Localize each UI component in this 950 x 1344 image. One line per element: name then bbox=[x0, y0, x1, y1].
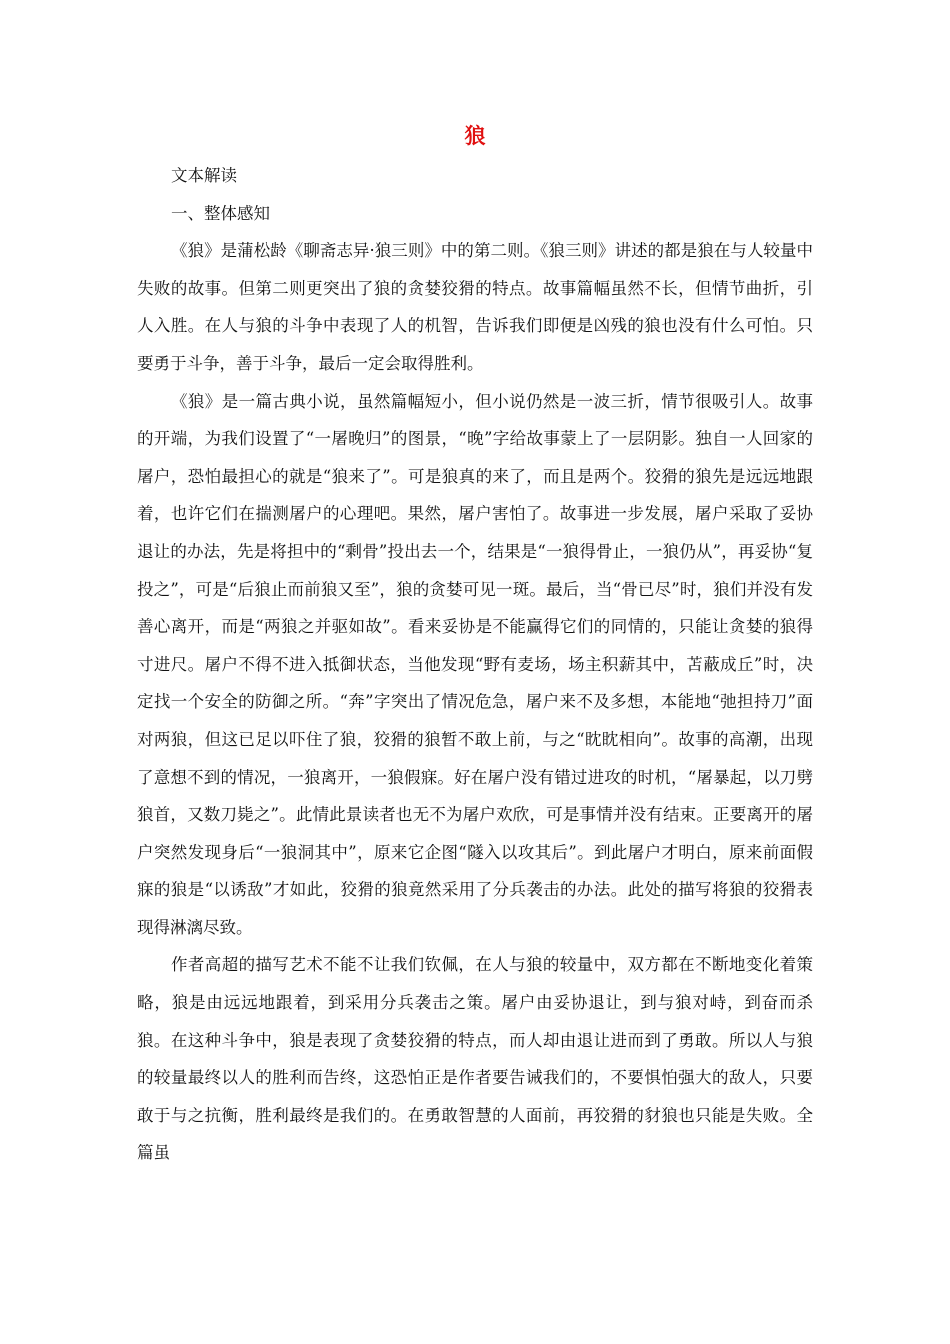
paragraph: 《狼》是蒲松龄《聊斋志异·狼三则》中的第二则。《狼三则》讲述的都是狼在与人较量中失败的故事。但第二则更突出了狼的贪婪狡猾的特点。故事篇幅虽然不长，但情节曲折，引人入胜。在人与狼的斗争中表现了人的机智，告诉我们即便是凶残的狼也没有什么可怕。只要勇于斗争，善于斗争，最后一定会取得胜利。 bbox=[137, 241, 813, 373]
subsection-label: 一、整体感知 bbox=[171, 203, 270, 223]
paragraph: 《狼》是一篇古典小说，虽然篇幅短小，但小说仍然是一波三折，情节很吸引人。故事的开端，为我们设置了“一屠晚归”的图景，“晚”字给故事蒙上了一层阴影。独自一人回家的屠户，恐怕最担心的就是“狼来了”。可是狼真的来了，而且是两个。狡猾的狼先是远远地跟着，也许它们在揣测屠户的心理吧。果然，屠户害怕了。故事进一步发展，屠户采取了妥协退让的办法，先是将担中的“剩骨”投出去一个，结果是“一狼得骨止，一狼仍从”，再妥协“复投之”，可是“后狼止而前狼又至”，狼的贪婪可见一斑。最后，当“骨已尽”时，狼们并没有发善心离开，而是“两狼之并驱如故”。看来妥协是不能赢得它们的同情的，只能让贪婪的狼得寸进尺。屠户不得不进入抵御状态，当他发现“野有麦场，场主积薪其中，苫蔽成丘”时，决定找一个安全的防御之所。“奔”字突出了情况危急，屠户来不及多想，本能地“弛担持刀”面对两狼，但这已足以吓住了狼，狡猾的狼暂不敢上前，与之“眈眈相向”。故事的高潮，出现了意想不到的情况，一狼离开，一狼假寐。好在屠户没有错过进攻的时机，“屠暴起，以刀劈狼首，又数刀毙之”。此情此景读者也无不为屠户欢欣，可是事情并没有结束。正要离开的屠户突然发现身后“一狼洞其中”，原来它企图“隧入以攻其后”。到此屠户才明白，原来前面假寐的狼是“以诱敌”才如此，狡猾的狼竟然采用了分兵袭击的办法。此处的描写将狼的狡猾表现得淋漓尽致。 bbox=[137, 391, 813, 937]
section-label: 文本解读 bbox=[171, 166, 237, 185]
document-body bbox=[137, 157, 813, 1172]
document-title: 狼 bbox=[464, 124, 486, 148]
paragraph: 作者高超的描写艺术不能不让我们钦佩，在人与狼的较量中，双方都在不断地变化着策略，狼是由远远地跟着，到采用分兵袭击之策。屠户由妥协退让，到与狼对峙，到奋而杀狼。在这种斗争中，狼是表现了贪婪狡猾的特点，而人却由退让进而到了勇敢。所以人与狼的较量最终以人的胜利而告终，这恐怕正是作者要告诫我们的，不要惧怕强大的敌人，只要敢于与之抗衡，胜利最终是我们的。在勇敢智慧的人面前，再狡猾的豺狼也只能是失败。全篇虽 bbox=[137, 955, 813, 1163]
